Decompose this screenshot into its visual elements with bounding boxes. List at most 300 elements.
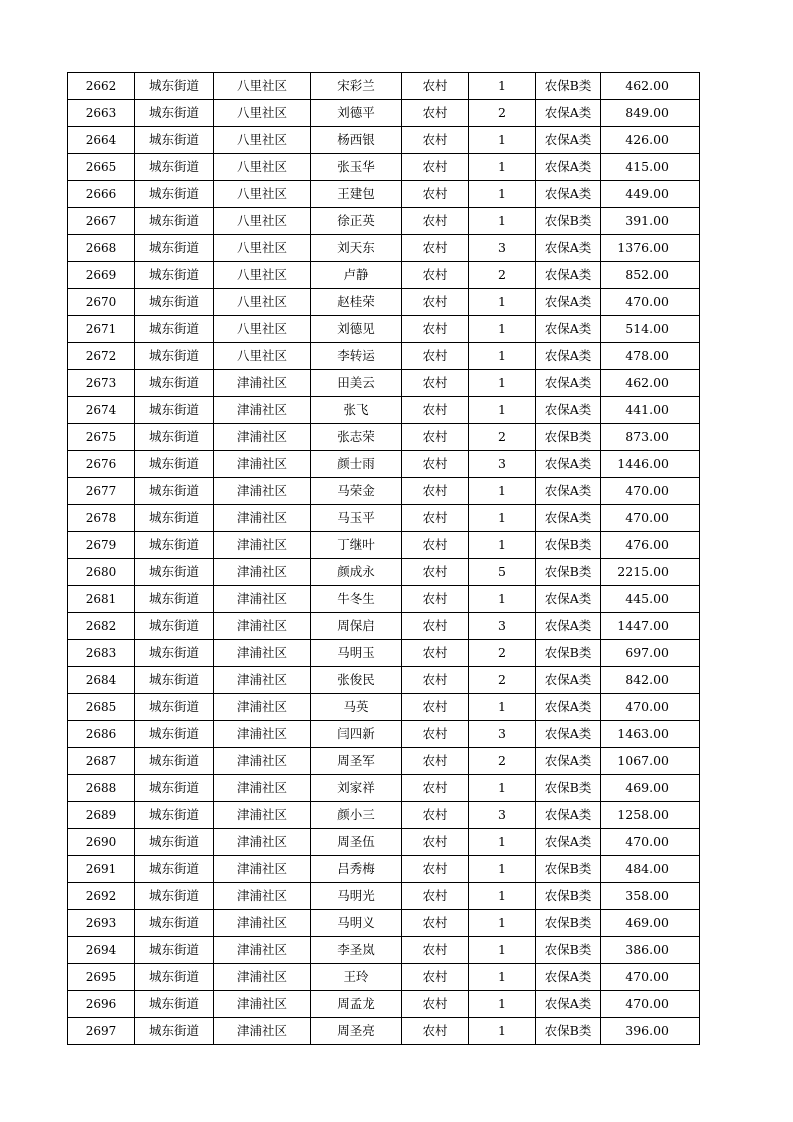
subdistrict-cell: 城东街道 (135, 73, 214, 100)
community-cell: 津浦社区 (214, 802, 311, 829)
serial-number-cell: 2686 (68, 721, 135, 748)
insurance-category-cell: 农保A类 (536, 829, 601, 856)
household-type-cell: 农村 (402, 1018, 469, 1045)
subdistrict-cell: 城东街道 (135, 694, 214, 721)
household-type-cell: 农村 (402, 559, 469, 586)
household-type-cell: 农村 (402, 154, 469, 181)
amount-cell: 469.00 (601, 775, 700, 802)
amount-cell: 396.00 (601, 1018, 700, 1045)
community-cell: 津浦社区 (214, 505, 311, 532)
table-row (68, 289, 700, 316)
name-cell: 李圣岚 (311, 937, 402, 964)
insurance-category-cell: 农保B类 (536, 640, 601, 667)
amount-cell: 386.00 (601, 937, 700, 964)
serial-number-cell: 2693 (68, 910, 135, 937)
table-row (68, 910, 700, 937)
subdistrict-cell: 城东街道 (135, 910, 214, 937)
member-count-cell: 3 (469, 721, 536, 748)
table-row (68, 397, 700, 424)
table-row (68, 100, 700, 127)
household-type-cell: 农村 (402, 748, 469, 775)
subdistrict-cell: 城东街道 (135, 397, 214, 424)
insurance-category-cell: 农保B类 (536, 910, 601, 937)
name-cell: 马荣金 (311, 478, 402, 505)
member-count-cell: 1 (469, 73, 536, 100)
serial-number-cell: 2672 (68, 343, 135, 370)
table-row (68, 478, 700, 505)
insurance-category-cell: 农保A类 (536, 343, 601, 370)
household-type-cell: 农村 (402, 802, 469, 829)
household-type-cell: 农村 (402, 613, 469, 640)
community-cell: 津浦社区 (214, 937, 311, 964)
table-row (68, 451, 700, 478)
name-cell: 马明义 (311, 910, 402, 937)
amount-cell: 470.00 (601, 694, 700, 721)
member-count-cell: 1 (469, 505, 536, 532)
amount-cell: 469.00 (601, 910, 700, 937)
amount-cell: 849.00 (601, 100, 700, 127)
amount-cell: 484.00 (601, 856, 700, 883)
amount-cell: 426.00 (601, 127, 700, 154)
amount-cell: 842.00 (601, 667, 700, 694)
serial-number-cell: 2697 (68, 1018, 135, 1045)
serial-number-cell: 2687 (68, 748, 135, 775)
insurance-category-cell: 农保A类 (536, 289, 601, 316)
household-type-cell: 农村 (402, 991, 469, 1018)
member-count-cell: 1 (469, 856, 536, 883)
insurance-category-cell: 农保A类 (536, 181, 601, 208)
insurance-category-cell: 农保B类 (536, 208, 601, 235)
insurance-category-cell: 农保A类 (536, 262, 601, 289)
member-count-cell: 1 (469, 289, 536, 316)
insurance-category-cell: 农保A类 (536, 370, 601, 397)
table-row (68, 964, 700, 991)
subdistrict-cell: 城东街道 (135, 181, 214, 208)
serial-number-cell: 2676 (68, 451, 135, 478)
insurance-category-cell: 农保B类 (536, 775, 601, 802)
serial-number-cell: 2667 (68, 208, 135, 235)
household-type-cell: 农村 (402, 640, 469, 667)
amount-cell: 470.00 (601, 478, 700, 505)
member-count-cell: 1 (469, 964, 536, 991)
household-type-cell: 农村 (402, 532, 469, 559)
household-type-cell: 农村 (402, 829, 469, 856)
name-cell: 吕秀梅 (311, 856, 402, 883)
insurance-category-cell: 农保A类 (536, 397, 601, 424)
subdistrict-cell: 城东街道 (135, 127, 214, 154)
community-cell: 八里社区 (214, 181, 311, 208)
serial-number-cell: 2690 (68, 829, 135, 856)
amount-cell: 470.00 (601, 505, 700, 532)
community-cell: 津浦社区 (214, 694, 311, 721)
serial-number-cell: 2680 (68, 559, 135, 586)
insurance-category-cell: 农保A类 (536, 748, 601, 775)
name-cell: 颜成永 (311, 559, 402, 586)
name-cell: 张志荣 (311, 424, 402, 451)
community-cell: 津浦社区 (214, 451, 311, 478)
household-type-cell: 农村 (402, 694, 469, 721)
name-cell: 张俊民 (311, 667, 402, 694)
household-type-cell: 农村 (402, 208, 469, 235)
community-cell: 津浦社区 (214, 397, 311, 424)
serial-number-cell: 2678 (68, 505, 135, 532)
member-count-cell: 1 (469, 181, 536, 208)
serial-number-cell: 2681 (68, 586, 135, 613)
amount-cell: 358.00 (601, 883, 700, 910)
member-count-cell: 1 (469, 397, 536, 424)
insurance-category-cell: 农保A类 (536, 991, 601, 1018)
serial-number-cell: 2691 (68, 856, 135, 883)
subdistrict-cell: 城东街道 (135, 451, 214, 478)
household-type-cell: 农村 (402, 289, 469, 316)
member-count-cell: 2 (469, 640, 536, 667)
insurance-category-cell: 农保B类 (536, 532, 601, 559)
name-cell: 周圣军 (311, 748, 402, 775)
member-count-cell: 1 (469, 910, 536, 937)
member-count-cell: 1 (469, 154, 536, 181)
household-type-cell: 农村 (402, 316, 469, 343)
name-cell: 丁继叶 (311, 532, 402, 559)
member-count-cell: 2 (469, 667, 536, 694)
member-count-cell: 1 (469, 829, 536, 856)
amount-cell: 441.00 (601, 397, 700, 424)
serial-number-cell: 2692 (68, 883, 135, 910)
serial-number-cell: 2668 (68, 235, 135, 262)
name-cell: 牛冬生 (311, 586, 402, 613)
household-type-cell: 农村 (402, 451, 469, 478)
name-cell: 王建包 (311, 181, 402, 208)
table-row (68, 181, 700, 208)
name-cell: 杨西银 (311, 127, 402, 154)
name-cell: 颜士雨 (311, 451, 402, 478)
name-cell: 刘家祥 (311, 775, 402, 802)
subdistrict-cell: 城东街道 (135, 883, 214, 910)
serial-number-cell: 2664 (68, 127, 135, 154)
community-cell: 津浦社区 (214, 370, 311, 397)
insurance-category-cell: 农保A类 (536, 478, 601, 505)
household-type-cell: 农村 (402, 127, 469, 154)
community-cell: 津浦社区 (214, 964, 311, 991)
insurance-category-cell: 农保B类 (536, 1018, 601, 1045)
serial-number-cell: 2665 (68, 154, 135, 181)
insurance-category-cell: 农保A类 (536, 154, 601, 181)
table-row (68, 829, 700, 856)
amount-cell: 462.00 (601, 73, 700, 100)
insurance-category-cell: 农保A类 (536, 451, 601, 478)
community-cell: 八里社区 (214, 208, 311, 235)
name-cell: 卢静 (311, 262, 402, 289)
name-cell: 马英 (311, 694, 402, 721)
member-count-cell: 1 (469, 883, 536, 910)
member-count-cell: 1 (469, 478, 536, 505)
household-type-cell: 农村 (402, 856, 469, 883)
member-count-cell: 1 (469, 991, 536, 1018)
subdistrict-cell: 城东街道 (135, 505, 214, 532)
name-cell: 王玲 (311, 964, 402, 991)
member-count-cell: 3 (469, 802, 536, 829)
amount-cell: 1067.00 (601, 748, 700, 775)
community-cell: 津浦社区 (214, 640, 311, 667)
insurance-category-cell: 农保A类 (536, 100, 601, 127)
community-cell: 津浦社区 (214, 478, 311, 505)
insurance-category-cell: 农保A类 (536, 613, 601, 640)
table-row (68, 343, 700, 370)
name-cell: 赵桂荣 (311, 289, 402, 316)
table-row (68, 640, 700, 667)
household-type-cell: 农村 (402, 937, 469, 964)
amount-cell: 478.00 (601, 343, 700, 370)
household-type-cell: 农村 (402, 883, 469, 910)
table-row (68, 802, 700, 829)
table-row (68, 559, 700, 586)
amount-cell: 415.00 (601, 154, 700, 181)
community-cell: 津浦社区 (214, 991, 311, 1018)
subdistrict-cell: 城东街道 (135, 262, 214, 289)
community-cell: 津浦社区 (214, 910, 311, 937)
name-cell: 马玉平 (311, 505, 402, 532)
subdistrict-cell: 城东街道 (135, 316, 214, 343)
community-cell: 八里社区 (214, 235, 311, 262)
table-row (68, 1018, 700, 1045)
community-cell: 津浦社区 (214, 667, 311, 694)
amount-cell: 1447.00 (601, 613, 700, 640)
name-cell: 张玉华 (311, 154, 402, 181)
household-type-cell: 农村 (402, 73, 469, 100)
table-row (68, 937, 700, 964)
subdistrict-cell: 城东街道 (135, 343, 214, 370)
serial-number-cell: 2666 (68, 181, 135, 208)
subdistrict-cell: 城东街道 (135, 478, 214, 505)
subdistrict-cell: 城东街道 (135, 1018, 214, 1045)
amount-cell: 476.00 (601, 532, 700, 559)
amount-cell: 470.00 (601, 289, 700, 316)
table-row (68, 694, 700, 721)
household-type-cell: 农村 (402, 586, 469, 613)
community-cell: 八里社区 (214, 73, 311, 100)
community-cell: 津浦社区 (214, 883, 311, 910)
member-count-cell: 2 (469, 100, 536, 127)
serial-number-cell: 2689 (68, 802, 135, 829)
community-cell: 津浦社区 (214, 856, 311, 883)
name-cell: 刘天东 (311, 235, 402, 262)
insurance-category-cell: 农保A类 (536, 586, 601, 613)
household-type-cell: 农村 (402, 343, 469, 370)
member-count-cell: 2 (469, 262, 536, 289)
name-cell: 李转运 (311, 343, 402, 370)
serial-number-cell: 2671 (68, 316, 135, 343)
table-row (68, 262, 700, 289)
benefit-roster-table (67, 72, 700, 1045)
subdistrict-cell: 城东街道 (135, 829, 214, 856)
subdistrict-cell: 城东街道 (135, 235, 214, 262)
community-cell: 津浦社区 (214, 532, 311, 559)
table-row (68, 883, 700, 910)
table-row (68, 775, 700, 802)
serial-number-cell: 2669 (68, 262, 135, 289)
member-count-cell: 3 (469, 613, 536, 640)
serial-number-cell: 2675 (68, 424, 135, 451)
household-type-cell: 农村 (402, 397, 469, 424)
household-type-cell: 农村 (402, 424, 469, 451)
community-cell: 津浦社区 (214, 424, 311, 451)
member-count-cell: 1 (469, 370, 536, 397)
household-type-cell: 农村 (402, 505, 469, 532)
member-count-cell: 1 (469, 586, 536, 613)
amount-cell: 391.00 (601, 208, 700, 235)
serial-number-cell: 2677 (68, 478, 135, 505)
insurance-category-cell: 农保B类 (536, 883, 601, 910)
subdistrict-cell: 城东街道 (135, 991, 214, 1018)
serial-number-cell: 2673 (68, 370, 135, 397)
insurance-category-cell: 农保B类 (536, 559, 601, 586)
amount-cell: 445.00 (601, 586, 700, 613)
amount-cell: 697.00 (601, 640, 700, 667)
community-cell: 津浦社区 (214, 1018, 311, 1045)
table-row (68, 127, 700, 154)
member-count-cell: 1 (469, 127, 536, 154)
community-cell: 八里社区 (214, 262, 311, 289)
serial-number-cell: 2685 (68, 694, 135, 721)
member-count-cell: 2 (469, 748, 536, 775)
table-row (68, 667, 700, 694)
subdistrict-cell: 城东街道 (135, 775, 214, 802)
name-cell: 颜小三 (311, 802, 402, 829)
community-cell: 八里社区 (214, 289, 311, 316)
serial-number-cell: 2674 (68, 397, 135, 424)
insurance-category-cell: 农保A类 (536, 721, 601, 748)
household-type-cell: 农村 (402, 235, 469, 262)
serial-number-cell: 2663 (68, 100, 135, 127)
table-row (68, 154, 700, 181)
insurance-category-cell: 农保A类 (536, 127, 601, 154)
subdistrict-cell: 城东街道 (135, 586, 214, 613)
member-count-cell: 1 (469, 316, 536, 343)
table-row (68, 208, 700, 235)
household-type-cell: 农村 (402, 262, 469, 289)
name-cell: 周保启 (311, 613, 402, 640)
table-row (68, 991, 700, 1018)
table-row (68, 370, 700, 397)
table-row (68, 586, 700, 613)
insurance-category-cell: 农保A类 (536, 235, 601, 262)
household-type-cell: 农村 (402, 667, 469, 694)
table-row (68, 532, 700, 559)
household-type-cell: 农村 (402, 100, 469, 127)
roster-body (68, 73, 700, 1045)
community-cell: 津浦社区 (214, 721, 311, 748)
table-row (68, 316, 700, 343)
amount-cell: 514.00 (601, 316, 700, 343)
serial-number-cell: 2662 (68, 73, 135, 100)
name-cell: 周孟龙 (311, 991, 402, 1018)
community-cell: 津浦社区 (214, 586, 311, 613)
subdistrict-cell: 城东街道 (135, 802, 214, 829)
amount-cell: 470.00 (601, 829, 700, 856)
subdistrict-cell: 城东街道 (135, 721, 214, 748)
amount-cell: 1446.00 (601, 451, 700, 478)
name-cell: 刘德平 (311, 100, 402, 127)
member-count-cell: 1 (469, 694, 536, 721)
name-cell: 宋彩兰 (311, 73, 402, 100)
community-cell: 津浦社区 (214, 829, 311, 856)
amount-cell: 470.00 (601, 991, 700, 1018)
subdistrict-cell: 城东街道 (135, 748, 214, 775)
amount-cell: 462.00 (601, 370, 700, 397)
community-cell: 津浦社区 (214, 775, 311, 802)
name-cell: 刘德见 (311, 316, 402, 343)
name-cell: 周圣伍 (311, 829, 402, 856)
serial-number-cell: 2679 (68, 532, 135, 559)
member-count-cell: 1 (469, 532, 536, 559)
insurance-category-cell: 农保A类 (536, 505, 601, 532)
member-count-cell: 3 (469, 235, 536, 262)
community-cell: 津浦社区 (214, 613, 311, 640)
serial-number-cell: 2683 (68, 640, 135, 667)
community-cell: 津浦社区 (214, 559, 311, 586)
member-count-cell: 1 (469, 208, 536, 235)
member-count-cell: 1 (469, 775, 536, 802)
community-cell: 八里社区 (214, 343, 311, 370)
name-cell: 马明光 (311, 883, 402, 910)
subdistrict-cell: 城东街道 (135, 964, 214, 991)
member-count-cell: 1 (469, 343, 536, 370)
table-row (68, 613, 700, 640)
subdistrict-cell: 城东街道 (135, 532, 214, 559)
member-count-cell: 5 (469, 559, 536, 586)
serial-number-cell: 2684 (68, 667, 135, 694)
insurance-category-cell: 农保A类 (536, 694, 601, 721)
amount-cell: 873.00 (601, 424, 700, 451)
household-type-cell: 农村 (402, 181, 469, 208)
member-count-cell: 1 (469, 1018, 536, 1045)
subdistrict-cell: 城东街道 (135, 937, 214, 964)
member-count-cell: 2 (469, 424, 536, 451)
community-cell: 津浦社区 (214, 748, 311, 775)
serial-number-cell: 2694 (68, 937, 135, 964)
amount-cell: 1463.00 (601, 721, 700, 748)
community-cell: 八里社区 (214, 100, 311, 127)
table-row (68, 748, 700, 775)
subdistrict-cell: 城东街道 (135, 154, 214, 181)
household-type-cell: 农村 (402, 370, 469, 397)
amount-cell: 449.00 (601, 181, 700, 208)
household-type-cell: 农村 (402, 964, 469, 991)
name-cell: 张飞 (311, 397, 402, 424)
insurance-category-cell: 农保A类 (536, 316, 601, 343)
subdistrict-cell: 城东街道 (135, 640, 214, 667)
serial-number-cell: 2688 (68, 775, 135, 802)
serial-number-cell: 2682 (68, 613, 135, 640)
subdistrict-cell: 城东街道 (135, 289, 214, 316)
amount-cell: 1376.00 (601, 235, 700, 262)
serial-number-cell: 2670 (68, 289, 135, 316)
insurance-category-cell: 农保B类 (536, 937, 601, 964)
table-row (68, 424, 700, 451)
table-row (68, 721, 700, 748)
household-type-cell: 农村 (402, 721, 469, 748)
amount-cell: 470.00 (601, 964, 700, 991)
serial-number-cell: 2695 (68, 964, 135, 991)
table-row (68, 235, 700, 262)
name-cell: 闫四新 (311, 721, 402, 748)
insurance-category-cell: 农保A类 (536, 964, 601, 991)
insurance-category-cell: 农保A类 (536, 802, 601, 829)
subdistrict-cell: 城东街道 (135, 424, 214, 451)
subdistrict-cell: 城东街道 (135, 613, 214, 640)
insurance-category-cell: 农保B类 (536, 856, 601, 883)
community-cell: 八里社区 (214, 127, 311, 154)
community-cell: 八里社区 (214, 316, 311, 343)
